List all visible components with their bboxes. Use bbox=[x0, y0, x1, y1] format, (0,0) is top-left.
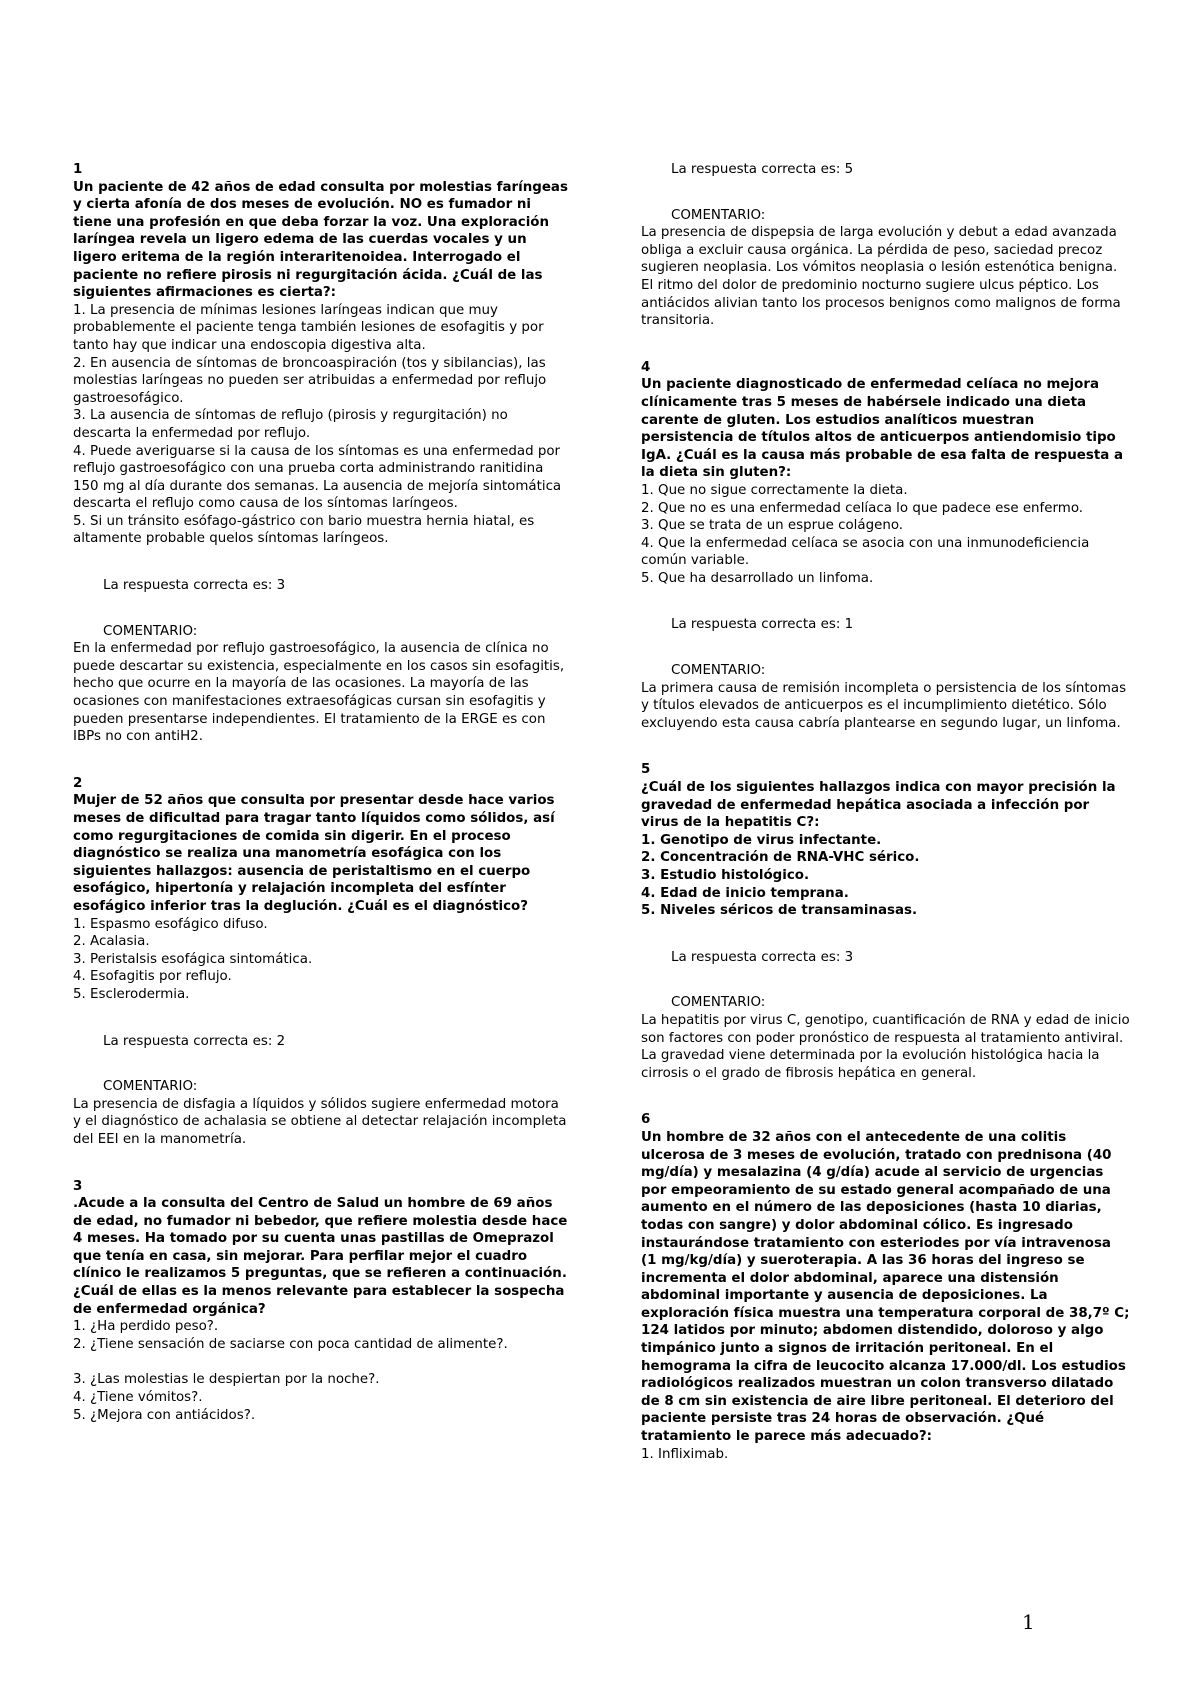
question-stem: Mujer de 52 años que consulta por presentar desde hace varios meses de dificultad para tragar tanto líquidos como sólidos, así como regurgitaciones de comida sin digerir. En el proceso diagnóstico se realiza una manometría esofágica con los siguientes hallazgos: ausencia de peristaltismo en el cuerpo esofágico, hipertonía y relajación incompleta del esfínter esofágico inferior tras la deglución. ¿Cuál es el diagnóstico? bbox=[73, 793, 555, 914]
option: 4. Esofagitis por reflujo. bbox=[73, 969, 232, 985]
option: 1. La presencia de mínimas lesiones laríngeas indican que muy probablemente el paciente tenga también lesiones de esofagitis y por tanto hay que indicar una endoscopia digestiva alta. bbox=[73, 302, 544, 353]
option: 2. En ausencia de síntomas de broncoaspiración (tos y sibilancias), las molestias laríngeas no pueden ser atribuidas a enfermedad por reflujo gastroesofágico. bbox=[73, 355, 547, 406]
question-stem: .Acude a la consulta del Centro de Salud un hombre de 69 años de edad, no fumador ni bebedor, que refiere molestia desde hace 4 meses. Ha tomado por su cuenta unas pastillas de Omeprazol que tenía en casa, sin mejorar. Para perfilar mejor el cuadro clínico le realizamos 5 preguntas, que se refieren a continuación. ¿Cuál de ellas es la menos relevante para establecer la sospecha de enfermedad orgánica? bbox=[73, 1196, 568, 1317]
question-stem: ¿Cuál de los siguientes hallazgos indica con mayor precisión la gravedad de enfermedad hepática asociada a infección por virus de la hepatitis C?: bbox=[641, 780, 1116, 831]
comment-text: La presencia de disfagia a líquidos y sólidos sugiere enfermedad motora y el diagnóstico de achalasia se obtiene al detectar relajación incompleta del EEI en la manometría. bbox=[73, 1096, 567, 1147]
comment-label: COMENTARIO: bbox=[671, 207, 766, 223]
option: 3. Estudio histológico. bbox=[641, 868, 810, 883]
question-5 bbox=[641, 761, 1131, 1082]
comment-text: La primera causa de remisión incompleta o persistencia de los síntomas y títulos elevados de anticuerpos es el incumplimiento dietético. Sólo excluyendo esta causa cabría plantearse en segundo lugar, un linfoma. bbox=[641, 680, 1127, 731]
option: 3. La ausencia de síntomas de reflujo (pirosis y regurgitación) no descarta la enfermedad por reflujo. bbox=[73, 408, 508, 441]
comment-label: COMENTARIO: bbox=[103, 623, 198, 639]
comment-label: COMENTARIO: bbox=[671, 995, 766, 1011]
answer-value: 3 bbox=[276, 578, 286, 594]
correct-answer bbox=[641, 949, 1131, 967]
option: 5. ¿Mejora con antiácidos?. bbox=[73, 1407, 256, 1423]
correct-answer bbox=[73, 1033, 570, 1051]
option: 5. Que ha desarrollado un linfoma. bbox=[641, 570, 874, 586]
question-number: 6 bbox=[641, 1112, 651, 1128]
comment-text: La hepatitis por virus C, genotipo, cuantificación de RNA y edad de inicio son factores con poder pronóstico de respuesta al tratamiento antiviral. La gravedad viene determinada por la evolución histológica hacia la cirrosis o el grado de fibrosis hepática en general. bbox=[641, 1012, 1130, 1081]
answer-prefix: La respuesta correcta es: bbox=[103, 578, 273, 594]
answer-prefix: La respuesta correcta es: bbox=[671, 617, 841, 633]
question-number: 5 bbox=[641, 762, 651, 778]
question-2 bbox=[73, 775, 570, 1149]
comment-text: En la enfermedad por reflujo gastroesofágico, la ausencia de clínica no puede descartar su existencia, especialmente en los casos sin esofagitis, hecho que ocurre en la mayoría de las ocasiones. La mayoría de las ocasiones con manifestaciones extraesofágicas cursan sin esofagitis y pueden presentarse independientes. El tratamiento de la ERGE es con IBPs no con antiH2. bbox=[73, 641, 565, 745]
option: 2. Acalasia. bbox=[73, 934, 150, 950]
correct-answer bbox=[73, 577, 570, 595]
option: 1. Genotipo de virus infectante. bbox=[641, 832, 882, 848]
option: 4. Puede averiguarse si la causa de los síntomas es una enfermedad por reflujo gastroesofágico con una prueba corta administrando ranitidina 150 mg al día durante dos semanas. La ausencia de mejoría sintomática descarta el reflujo como causa de los síntomas laríngeos. bbox=[73, 443, 562, 512]
option: 4. ¿Tiene vómitos?. bbox=[73, 1390, 203, 1406]
question-stem: Un paciente de 42 años de edad consulta por molestias faríngeas y cierta afonía de dos meses de evolución. NO es fumador ni tiene una profesión en que deba forzar la voz. Una exploración laríngea revela un ligero edema de las cuerdas vocales y un ligero eritema de la región interaritenoidea. Interrogado el paciente no refiere pirosis ni regurgitación ácida. ¿Cuál de las siguientes afirmaciones es cierta?: bbox=[73, 179, 568, 301]
option: 2. Que no es una enfermedad celíaca lo que padece ese enfermo. bbox=[641, 500, 1084, 516]
option: 3. ¿Las molestias le despiertan por la noche?. bbox=[73, 1372, 380, 1388]
option: 2. ¿Tiene sensación de saciarse con poca cantidad de alimente?. bbox=[73, 1336, 508, 1352]
option: 4. Que la enfermedad celíaca se asocia con una inmunodeficiencia común variable. bbox=[641, 535, 1090, 569]
question-number: 3 bbox=[73, 1178, 83, 1194]
answer-prefix: La respuesta correcta es: bbox=[671, 162, 841, 177]
question-1 bbox=[73, 161, 570, 746]
question-3 bbox=[73, 1178, 570, 1425]
answer-value: 3 bbox=[844, 949, 854, 965]
question-stem: Un hombre de 32 años con el antecedente de una colitis ulcerosa de 3 meses de evolución, tratado con prednisona (40 mg/día) y mesalazina (4 g/día) acude al servicio de urgencias por empeoramiento de su estado general acompañado de una aumento en el número de las deposiciones (hasta 10 diarias, todas con sangre) y dolor abdominal cólico. Es ingresado instaurándose tratamiento con esteriodes por vía intravenosa (1 mg/kg/día) y sueroterapia. A las 36 horas del ingreso se incrementa el dolor abdominal, aparece una distensión abdominal importante y ausencia de deposiciones. La exploración física muestra una temperatura corporal de 38,7º C; 124 latidos por minuto; abdomen distendido, doloroso y algo timpánico junto a signos de irritación peritoneal. En el hemograma la cifra de leucocito alcanza 17.000/dl. Los estudios radiológicos realizados muestran un colon transverso dilatado de 8 cm sin existencia de aire libre peritoneal. El deterioro del paciente persiste tras 24 horas de observación. ¿Qué tratamiento le parece más adecuado?: bbox=[641, 1129, 1130, 1445]
left-column bbox=[73, 161, 570, 1424]
answer-value: 1 bbox=[844, 617, 854, 633]
answer-value: 2 bbox=[276, 1033, 286, 1049]
option: 1. Espasmo esofágico difuso. bbox=[73, 916, 268, 932]
correct-answer bbox=[641, 616, 1131, 634]
comment-label: COMENTARIO: bbox=[671, 663, 766, 679]
option: 4. Edad de inicio temprana. bbox=[641, 885, 849, 901]
question-stem: Un paciente diagnosticado de enfermedad celíaca no mejora clínicamente tras 5 meses de habérsele indicado una dieta carente de gluten. Los estudios analíticos muestran persistencia de títulos altos de anticuerpos antiendomisio tipo IgA. ¿Cuál es la causa más probable de esa falta de respuesta a la dieta sin gluten?: bbox=[641, 377, 1123, 481]
option: 5. Si un tránsito esófago-gástrico con bario muestra hernia hiatal, es altamente probable quelos síntomas laríngeos. bbox=[73, 513, 535, 547]
option: 3. Peristalsis esofágica sintomática. bbox=[73, 951, 313, 967]
comment-label: COMENTARIO: bbox=[103, 1079, 198, 1095]
option: 1. ¿Ha perdido peso?. bbox=[73, 1319, 219, 1335]
option: 5. Esclerodermia. bbox=[73, 986, 190, 1002]
answer-value: 5 bbox=[844, 162, 854, 177]
question-number: 4 bbox=[641, 359, 651, 375]
option: 5. Niveles séricos de transaminasas. bbox=[641, 903, 918, 919]
question-4 bbox=[641, 359, 1131, 733]
question-number: 2 bbox=[73, 775, 83, 791]
answer-prefix: La respuesta correcta es: bbox=[103, 1033, 273, 1049]
option: 2. Concentración de RNA-VHC sérico. bbox=[641, 850, 920, 866]
answer-prefix: La respuesta correcta es: bbox=[671, 949, 841, 965]
option: 3. Que se trata de un esprue colágeno. bbox=[641, 518, 904, 534]
right-column bbox=[641, 161, 1131, 1463]
question-6 bbox=[641, 1111, 1131, 1463]
question-3-continued bbox=[641, 161, 1131, 330]
page-number: 1 bbox=[1022, 1610, 1035, 1634]
option: 1. Infliximab. bbox=[641, 1446, 729, 1462]
correct-answer bbox=[641, 161, 1131, 179]
option: 1. Que no sigue correctamente la dieta. bbox=[641, 482, 908, 498]
question-number: 1 bbox=[73, 162, 83, 177]
comment-text: La presencia de dispepsia de larga evolución y debut a edad avanzada obliga a excluir causa orgánica. La pérdida de peso, saciedad precoz sugieren neoplasia. Los vómitos neoplasia o lesión estenótica benigna. El ritmo del dolor de predominio nocturno sugiere ulcus péptico. Los antiácidos alivian tanto los procesos benignos como malignos de forma transitoria. bbox=[641, 225, 1121, 329]
